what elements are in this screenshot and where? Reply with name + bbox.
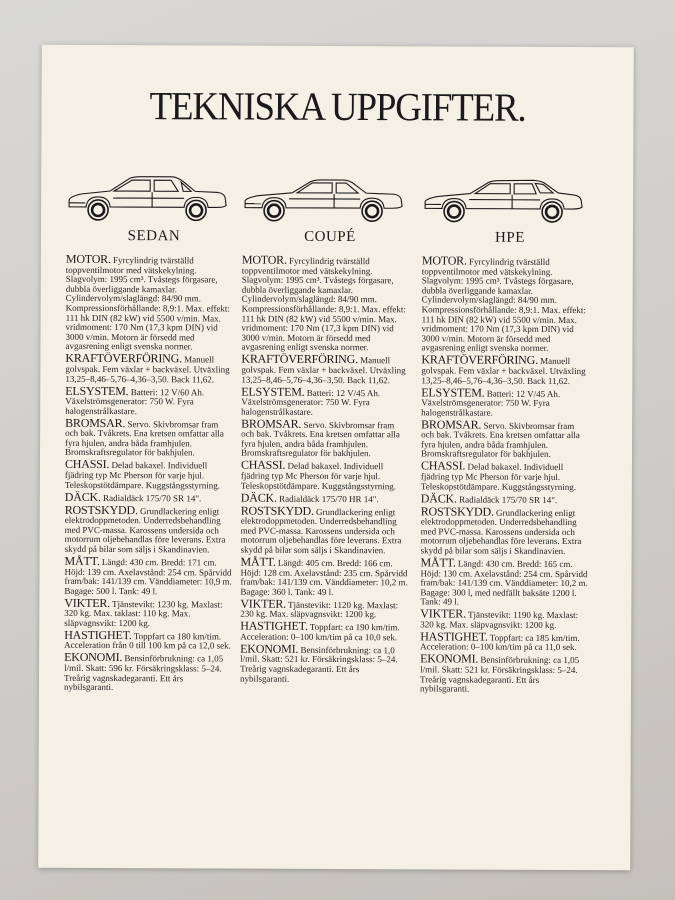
spec-text: Delad bakaxel. Individuell fjädring typ Mc Pherson för varje hjul. Teleskopstötdämpare. Kuggstångsstyrning.	[240, 461, 397, 491]
model-name: COUPÉ	[304, 228, 356, 246]
spec-text: Fyrcylindrig tvärställd toppventilmotor med vätskekylning. Slagvolym: 1995 cm³. Tvåstegs förgasare, dubbla överliggande kamaxlar. Cylindervolym/slaglängd: 84/90 mm. Kompressionsförhållande: 8,9:1. Max. effekt: 111 hk DIN (82 kW) vid 5500 v/min. Max. vridmoment: 170 Nm (17,3 kpm DIN) vid 3000 v/min. Motorn är försedd med avgasrening enligt svenska normer.	[421, 256, 586, 354]
car-sedan-illustration	[66, 173, 228, 228]
spec-text: Längd: 405 cm. Bredd: 166 cm. Höjd: 128 cm. Axelavstånd: 235 cm. Spårvidd fram/bak: 141/139 cm. Vänddiameter: 10,2 m. Bagage: 360 l. Tank: 49 l.	[240, 557, 408, 597]
spec-rostskydd	[64, 502, 233, 555]
spec-text: Tjänstevikt: 1230 kg. Maxlast: 320 kg. Max. taklast: 110 kg. Max. släpvagnsvikt: 1200 kg.	[64, 598, 223, 629]
spec-vikter	[420, 606, 588, 631]
spec-heading: ROSTSKYDD.	[240, 503, 314, 518]
spec-heading: BROMSAR.	[65, 415, 126, 430]
spec-kraftoverforing	[65, 351, 233, 385]
spec-text: Tjänstevikt: 1120 kg. Maxlast: 230 kg. Max. släpvagnsvikt: 1200 kg.	[240, 599, 399, 620]
spec-ekonomi	[240, 641, 408, 684]
spec-matt	[420, 555, 588, 608]
column-coupe	[240, 174, 410, 687]
spec-text: Fyrcylindrig tvärställd toppventilmotor med vätskekylning. Slagvolym: 1995 cm³. Tvåstegs förgasare, dubbla överliggande kamaxlar. Cylindervolym/slaglängd: 84/90 mm. Kompressionsförhållande: 8,9:1. Max. effekt: 111 hk DIN (82 kW) vid 5500 v/min. Max. vridmoment: 170 Nm (17,3 kpm DIN) vid 3000 v/min. Motorn är försedd med avgasrening enligt svenska normer.	[241, 255, 406, 353]
spec-heading: MOTOR.	[65, 251, 111, 267]
spec-heading: EKONOMI.	[240, 641, 299, 656]
spec-heading: BROMSAR.	[241, 416, 302, 431]
car-wheels	[444, 201, 562, 222]
spec-heading: KRAFTÖVERFÖRING.	[241, 351, 358, 367]
spec-heading: MOTOR.	[421, 253, 467, 268]
spec-text: Radialdäck 175/70 HR 14".	[279, 493, 379, 504]
spec-text: Tjänstevikt: 1190 kg. Maxlast: 320 kg. Max. släpvagnsvikt: 1200 kg.	[420, 609, 579, 630]
spec-bromsar	[420, 417, 589, 460]
spec-heading: ELSYSTEM.	[65, 383, 129, 398]
spec-text: Manuell golvspak. Fem växlar + backväxel. Utväxling 13,25–8,46–5,76–4,36–3,50. Back 11,62.	[421, 356, 586, 386]
spec-text: Servo. Skivbromsar fram och bak. Tvåkrets. Ena kretsen omfattar alla fyra hjulen, andra båda framhjulen. Bromskraftsregulator för bakhjulen.	[240, 419, 400, 459]
spec-text: Bensinförbrukning: ca 1,05 l/mil. Skatt: 596 kr. Försäkringsklass: 5–24. Treårig vagnskadegaranti. Ett års nybilsgaranti.	[63, 653, 224, 693]
spec-heading: MÅTT.	[64, 553, 100, 568]
spec-heading: CHASSI.	[420, 458, 466, 474]
spec-text: Servo. Skivbromsar fram och bak. Tvåkrets. Ena kretsen omfattar alla fyra hjulen, andra båda framhjulen. Bromskraftsregulator för bakhjulen.	[420, 420, 580, 460]
spec-text: Grundlackering enligt elektrodoppmetoden. Underredsbehandling med PVC-massa. Karossens undersida och motorrum oljebehandlas före leverans. Extra skydd på bilar som säljs i Skandinavien.	[64, 505, 226, 555]
spec-text: Batteri: 12 V/60 Ah. Växelströmsgenerator: 750 W. Fyra halogenstrålkastare.	[65, 386, 205, 416]
spec-heading: KRAFTÖVERFÖRING.	[421, 352, 538, 368]
spec-heading: DÄCK.	[64, 489, 101, 504]
spec-heading: ELSYSTEM.	[241, 384, 305, 399]
spec-text: Fyrcylindrig tvärställd toppventilmotor med vätskekylning. Slagvolym: 1995 cm³. Tvåstegs förgasare, dubbla överliggande kamaxlar. Cylindervolym/slaglängd: 84/90 mm. Kompressionsförhållande: 8,9:1. Max. effekt: 111 hk DIN (82 kW) vid 5500 v/min. Max. vridmoment: 170 Nm (17,3 kpm DIN) vid 3000 v/min. Motorn är försedd med avgasrening enligt svenska normer.	[65, 255, 230, 352]
spec-heading: MOTOR.	[241, 252, 287, 267]
spec-motor	[65, 251, 233, 353]
spec-heading: VIKTER.	[240, 596, 286, 611]
spec-text: Grundlackering enligt elektrodoppmetoden. Underredsbehandling med PVC-massa. Karossens undersida och motorrum oljebehandlas före leverans. Extra skydd på bilar som säljs i Skandinavien.	[240, 506, 402, 556]
spec-text: Bensinförbrukning: ca 1,0 l/mil. Skatt: 521 kr. Försäkringsklass: 5–24. Treårig vagnskadegaranti. Ett års nybilsgaranti.	[240, 644, 398, 684]
spec-text: Delad bakaxel. Individuell fjädring typ Mc Pherson för varje hjul. Teleskopstötdämpare. Kuggstångsstyrning.	[64, 460, 221, 491]
spec-matt	[240, 554, 408, 598]
spec-heading: EKONOMI.	[420, 651, 479, 667]
spec-sheet	[38, 45, 634, 871]
car-hpe-illustration	[422, 174, 584, 229]
spec-text: Längd: 430 cm. Bredd: 171 cm. Höjd: 139 cm. Axelavstånd: 254 cm. Spårvidd fram/bak: 141/139 cm. Vänddiameter: 10,9 m. Bagage: 500 l. Tank: 49 l.	[64, 556, 232, 596]
spec-heading: ROSTSKYDD.	[420, 503, 494, 519]
spec-heading: KRAFTÖVERFÖRING.	[65, 351, 182, 366]
spec-hastighet	[420, 629, 588, 653]
spec-bromsar	[64, 415, 233, 458]
column-sedan	[64, 173, 234, 696]
car-wheels	[88, 200, 206, 221]
model-name: HPE	[495, 229, 525, 246]
spec-hastighet	[64, 627, 232, 652]
spec-elsystem	[421, 384, 589, 419]
spec-text: Toppfart: ca 185 km/tim. Acceleration: 0–100 km/tim på ca 11,0 sek.	[420, 632, 580, 653]
spec-text: Manuell golvspak. Fem växlar + backväxel. Utväxling 13,25–8,46–5,76–4,36–3,50. Back 11,62.	[241, 355, 406, 385]
spec-elsystem	[65, 383, 233, 417]
spec-vikter	[240, 596, 408, 620]
spec-text: Längd: 430 cm. Bredd: 165 cm. Höjd: 130 cm. Axelavstånd: 254 cm. Spårvidd fram/bak: 141/139 cm. Vänddiameter: 10,2 m. Bagage: 300 l, med nedfällt baksäte 1200 l. Tank: 49 l.	[420, 558, 588, 607]
spec-text: Batteri: 12 V/45 Ah. Växelströmsgenerator: 750 W. Fyra halogenstrålkastare.	[241, 387, 381, 417]
column-hpe	[420, 174, 590, 697]
spec-rostskydd	[420, 503, 589, 557]
spec-heading: BROMSAR.	[421, 417, 482, 432]
spec-text: Manuell golvspak. Fem växlar + backväxel. Utväxling 13,25–8,46–5,76–4,36–3,50. Back 11,62.	[65, 354, 230, 384]
car-coupe-illustration	[242, 174, 404, 229]
spec-heading: ELSYSTEM.	[421, 384, 485, 400]
spec-rostskydd	[240, 503, 409, 556]
spec-ekonomi	[419, 651, 588, 695]
spec-hastighet	[240, 618, 408, 643]
spec-text: Toppfart ca 180 km/tim. Acceleration från 0 till 100 km på ca 12,0 sek.	[64, 631, 231, 652]
spec-text: Delad bakaxel. Individuell fjädring typ Mc Pherson för varje hjul. Teleskopstötdämpare. Kuggstångsstyrning.	[420, 462, 577, 492]
spec-heading: VIKTER.	[420, 606, 466, 621]
spec-motor	[421, 253, 589, 354]
spec-text: Batteri: 12 V/45 Ah. Växelströmsgenerator: 750 W. Fyra halogenstrålkastare.	[421, 388, 561, 418]
spec-heading: MÅTT.	[240, 554, 276, 569]
spec-motor	[241, 252, 409, 354]
spec-heading: HASTIGHET.	[420, 629, 488, 644]
spec-vikter	[64, 595, 232, 630]
spec-text: Grundlackering enligt elektrodoppmetoden. Underredsbehandling med PVC-massa. Karossens undersida och motorrum oljebehandlas före leverans. Extra skydd på bilar som säljs i Skandinavien.	[420, 507, 582, 556]
spec-bromsar	[240, 416, 409, 459]
spec-text: Radialdäck 175/70 SR 14".	[459, 494, 558, 505]
spec-heading: HASTIGHET.	[240, 618, 308, 634]
spec-matt	[64, 553, 232, 597]
spec-text: Radialdäck 175/70 SR 14".	[103, 492, 202, 504]
spec-heading: MÅTT.	[420, 555, 456, 570]
spec-elsystem	[241, 384, 409, 418]
spec-text: Servo. Skivbromsar fram och bak. Tvåkrets. Ena kretsen omfattar alla fyra hjulen, andra båda framhjulen. Bromskraftsregulator för bakhjulen.	[64, 418, 224, 458]
spec-ekonomi	[63, 650, 232, 693]
spec-text: Bensinförbrukning: ca 1,05 l/mil. Skatt: 521 kr. Försäkringsklass: 5–24. Treårig vagnskadegaranti. Ett års nybilsgaranti.	[419, 655, 580, 694]
spec-chassi	[240, 458, 409, 492]
spec-heading: DÄCK.	[420, 490, 457, 506]
spec-chassi	[64, 457, 233, 491]
spec-chassi	[420, 458, 589, 493]
spec-heading: EKONOMI.	[64, 650, 123, 665]
page-title: TEKNISKA UPPGIFTER.	[149, 84, 526, 131]
model-name: SEDAN	[127, 228, 181, 245]
car-wheels	[264, 201, 382, 222]
spec-kraftoverforing	[241, 351, 409, 386]
spec-heading: HASTIGHET.	[64, 627, 132, 643]
spec-text: Toppfart: ca 190 km/tim. Acceleration: 0–100 km/tim på ca 10,0 sek.	[240, 622, 400, 643]
spec-heading: CHASSI.	[64, 457, 110, 472]
spec-heading: VIKTER.	[64, 595, 110, 610]
spec-kraftoverforing	[421, 352, 589, 387]
spec-heading: ROSTSKYDD.	[64, 502, 138, 517]
spec-heading: CHASSI.	[240, 458, 286, 473]
spec-heading: DÄCK.	[240, 490, 277, 505]
